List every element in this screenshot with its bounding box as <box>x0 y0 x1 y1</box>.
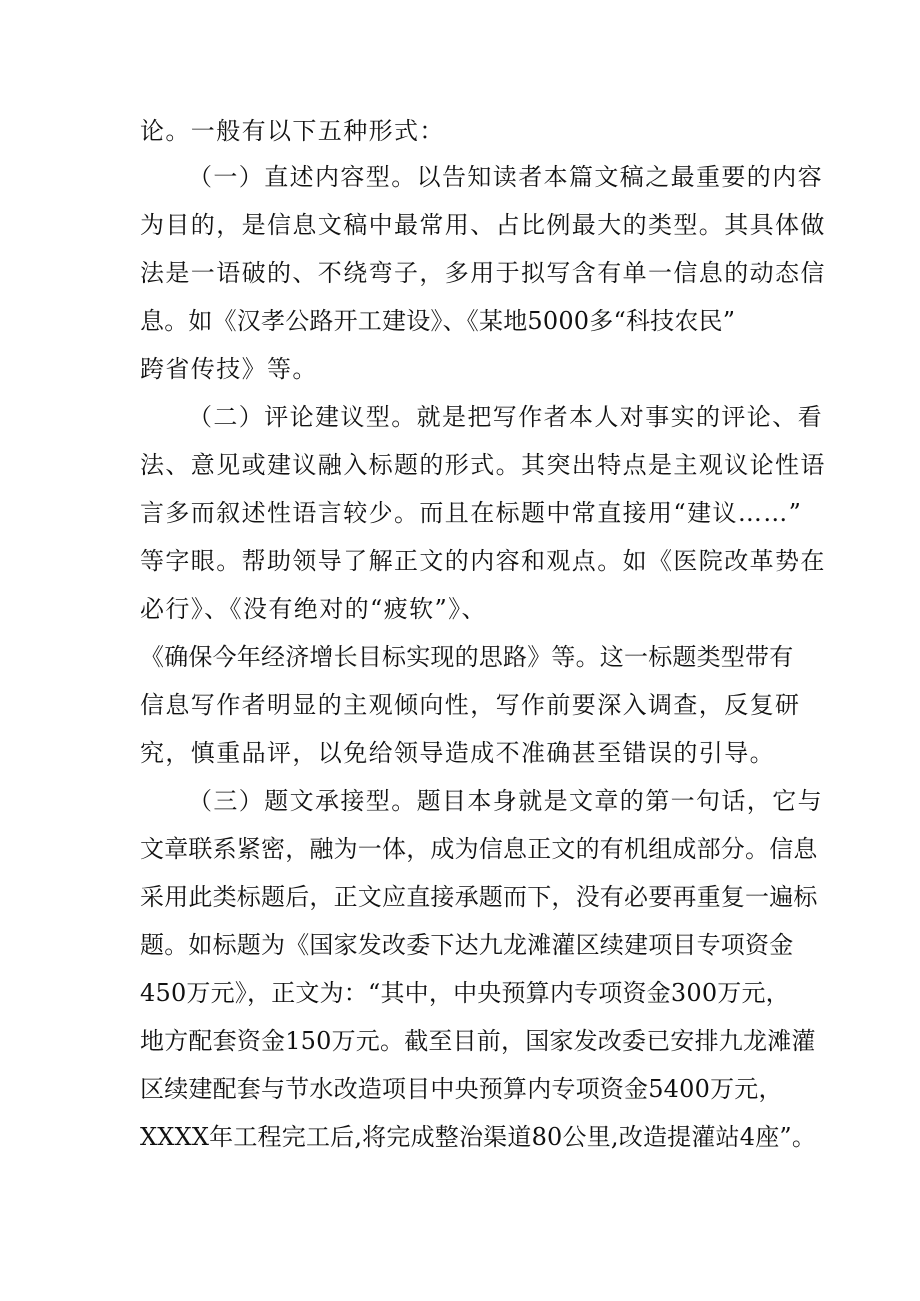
text-line-6: 跨省传技》等。 <box>140 355 318 383</box>
text-line-12: 《确保今年经济增长目标实现的思路》等。这一标题类型带有 <box>140 643 794 671</box>
text-line-11: 必行》、《没有绝对的“疲软”》、 <box>140 595 487 623</box>
text-line-7: （二）评论建议型。就是把写作者本人对事实的评论、看 <box>188 403 823 431</box>
text-line-20: 地方配套资金150万元。截至目前，国家发改委已安排九龙滩灌 <box>140 1027 816 1055</box>
text-line-9: 言多而叙述性语言较少。而且在标题中常直接用“建议……” <box>140 499 803 527</box>
text-line-5: 息。如《汉孝公路开工建设》、《某地5000多“科技农民” <box>140 307 736 335</box>
text-line-21: 区续建配套与节水改造项目中央预算内专项资金5400万元， <box>140 1075 783 1103</box>
text-line-22: XXXX年工程完工后,将完成整治渠道80公里,改造提灌站4座”。 <box>140 1123 817 1151</box>
text-line-8: 法、意见或建议融入标题的形式。其突出特点是主观议论性语 <box>140 451 826 479</box>
text-line-16: 文章联系紧密，融为一体，成为信息正文的有机组成部分。信息 <box>140 835 818 863</box>
text-line-1: 论。一般有以下五种形式： <box>140 117 445 145</box>
text-line-15: （三）题文承接型。题目本身就是文章的第一句话，它与 <box>188 787 823 815</box>
text-line-10: 等字眼。帮助领导了解正文的内容和观点。如《医院改革势在 <box>140 547 826 575</box>
text-line-2: （一）直述内容型。以告知读者本篇文稿之最重要的内容 <box>188 163 823 191</box>
text-line-18: 题。如标题为《国家发改委下达九龙滩灌区续建项目专项资金 <box>140 931 794 959</box>
text-line-17: 采用此类标题后，正文应直接承题而下，没有必要再重复一遍标 <box>140 883 818 911</box>
text-line-13: 信息写作者明显的主观倾向性，写作前要深入调查，反复研 <box>140 691 801 719</box>
text-line-3: 为目的，是信息文稿中最常用、占比例最大的类型。其具体做 <box>140 211 826 239</box>
text-line-4: 法是一语破的、不绕弯子，多用于拟写含有单一信息的动态信 <box>140 259 826 287</box>
text-line-19: 450万元》，正文为：“其中，中央预算内专项资金300万元， <box>140 979 790 1007</box>
text-line-14: 究，慎重品评，以免给领导造成不准确甚至错误的引导。 <box>140 739 775 767</box>
